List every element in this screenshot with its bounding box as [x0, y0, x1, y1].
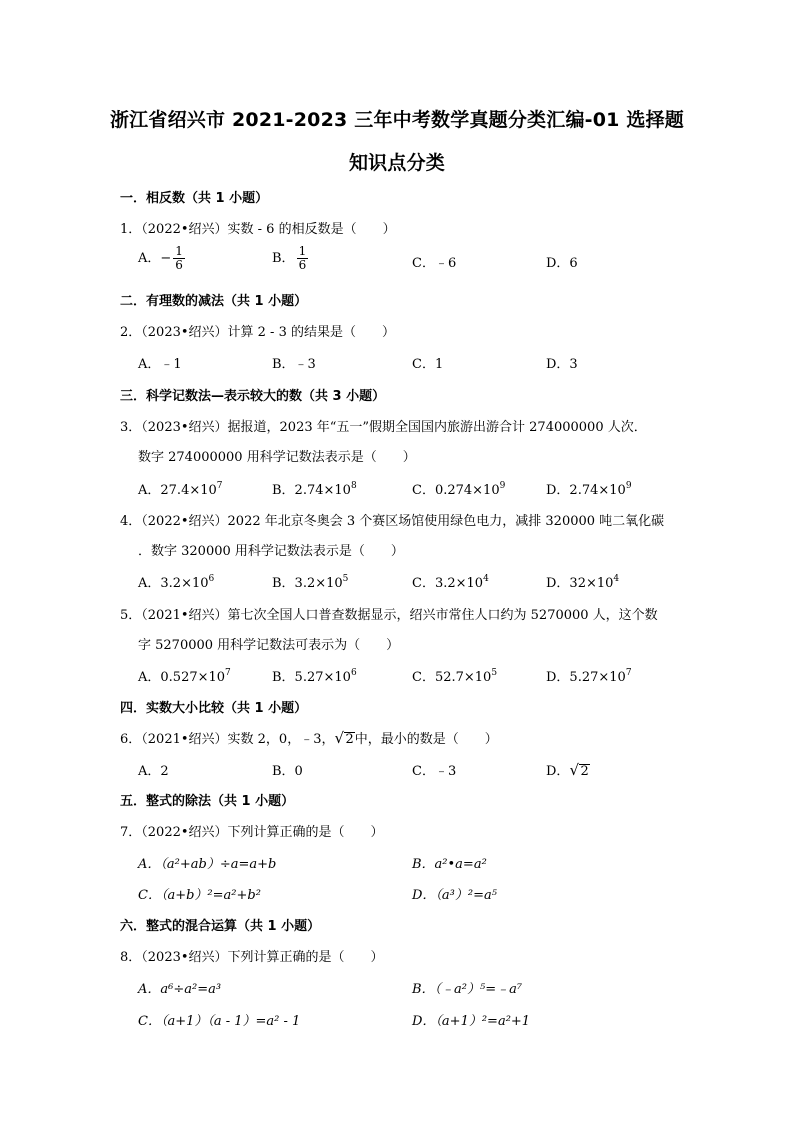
question-3-option-c — [412, 479, 505, 498]
fraction-numerator: 1 — [175, 244, 183, 258]
exponent: 9 — [499, 481, 506, 491]
option-text: B．5.27×10 — [272, 670, 351, 685]
section-heading-opposite-numbers: 一．相反数（共 1 小题） — [120, 191, 269, 206]
section-heading-rational-subtraction: 二．有理数的减法（共 1 小题） — [120, 294, 308, 309]
option-text: B．2.74×10 — [272, 483, 351, 498]
exponent: 7 — [225, 668, 231, 678]
option-text: C．52.7×10 — [412, 670, 492, 685]
question-4-option-b — [272, 572, 348, 591]
square-root: √ 2 — [569, 761, 589, 779]
question-7-stem: 7．（2022•绍兴）下列计算正确的是（ ） — [120, 825, 384, 840]
option-text: D．32×10 — [546, 576, 614, 591]
question-3-option-b — [272, 479, 357, 498]
fraction-numerator: 1 — [298, 244, 307, 258]
option-text: C．3.2×10 — [412, 576, 484, 591]
question-1-option-a — [138, 245, 185, 272]
question-8-option-d: D．（a+1）²=a²+1 — [412, 1014, 531, 1029]
question-6-option-a: A．2 — [138, 764, 169, 779]
exponent: 5 — [491, 668, 498, 678]
question-6-option-b: B．0 — [272, 764, 303, 779]
question-4-option-c — [412, 572, 489, 591]
question-4-stem: 4．（2022•绍兴）2022 年北京冬奥会 3 个赛区场馆使用绿色电力，减排 320000 吨二氧化碳 — [120, 514, 665, 529]
radicand: 2 — [580, 764, 589, 779]
question-2-option-a: A．﹣1 — [138, 357, 182, 372]
document-title-line1: 浙江省绍兴市 2021-2023 三年中考数学真题分类汇编-01 选择题 — [109, 109, 685, 131]
exponent: 9 — [625, 481, 632, 491]
section-heading-scientific-notation: 三．科学记数法—表示较大的数（共 3 小题） — [120, 389, 386, 404]
question-7-option-b: B．a²•a=a² — [412, 857, 487, 872]
option-prefix: A． — [138, 251, 161, 266]
section-heading-real-number-comparison: 四．实数大小比较（共 1 小题） — [120, 701, 308, 716]
exponent: 7 — [625, 668, 632, 678]
question-2-stem: 2．（2023•绍兴）计算 2 - 3 的结果是（ ） — [120, 325, 395, 340]
question-1-stem: 1．（2022•绍兴）实数 - 6 的相反数是（ ） — [120, 222, 396, 237]
question-3-option-a — [138, 479, 223, 498]
question-2-option-c: C．1 — [412, 357, 444, 372]
option-text: A．27.4×10 — [138, 483, 217, 498]
minus-sign: − — [160, 251, 172, 266]
exponent: 5 — [342, 574, 349, 584]
exponent: 6 — [208, 574, 215, 584]
radicand: 2 — [345, 732, 354, 747]
stem-text: 6．（2021•绍兴）实数 2，0，﹣3， — [120, 732, 335, 747]
exponent: 4 — [613, 574, 620, 584]
fraction-denominator: 6 — [298, 258, 307, 272]
section-heading-polynomial-division: 五．整式的除法（共 1 小题） — [120, 794, 295, 809]
exponent: 8 — [350, 481, 357, 491]
question-4-option-d — [546, 572, 619, 591]
option-text: D．2.74×10 — [546, 483, 626, 498]
fraction — [297, 245, 309, 272]
option-prefix: B． — [272, 251, 295, 266]
question-4-stem-continued: ．数字 320000 用科学记数法表示是（ ） — [138, 544, 404, 559]
question-1-option-c: C．﹣6 — [412, 256, 457, 271]
option-text: D．5.27×10 — [546, 670, 626, 685]
option-text: A．0.527×10 — [138, 670, 226, 685]
question-2-option-b: B．﹣3 — [272, 357, 316, 372]
question-8-option-c: C．（a+1）（a - 1）=a² - 1 — [138, 1014, 301, 1029]
document-title-line2: 知识点分类 — [348, 152, 445, 174]
question-6-option-d — [546, 760, 590, 779]
exponent: 6 — [350, 668, 357, 678]
question-8-stem: 8．（2023•绍兴）下列计算正确的是（ ） — [120, 950, 384, 965]
question-5-option-a — [138, 666, 231, 685]
question-3-stem: 3．（2023•绍兴）据报道，2023 年“五一”假期全国国内旅游出游合计 274000000 人次． — [120, 420, 647, 435]
question-3-stem-continued: 数字 274000000 用科学记数法表示是（ ） — [138, 450, 416, 465]
question-6-stem — [120, 728, 498, 747]
question-7-option-c: C．（a+b）²=a²+b² — [138, 888, 261, 903]
question-1-option-d: D．6 — [546, 256, 578, 271]
fraction — [173, 245, 185, 272]
question-5-option-c — [412, 666, 497, 685]
option-text: B．3.2×10 — [272, 576, 343, 591]
question-7-option-a: A．（a²+ab）÷a=a+b — [138, 857, 277, 872]
question-5-stem-continued: 字 5270000 用科学记数法可表示为（ ） — [138, 638, 400, 653]
question-8-option-a: A．a⁶÷a²=a³ — [138, 982, 222, 997]
section-heading-mixed-polynomial-operations: 六．整式的混合运算（共 1 小题） — [120, 919, 321, 934]
question-2-option-d: D．3 — [546, 357, 578, 372]
question-5-option-b — [272, 666, 357, 685]
option-text: A．3.2×10 — [138, 576, 209, 591]
question-3-option-d — [546, 479, 632, 498]
stem-text: 中，最小的数是（ ） — [354, 732, 498, 747]
question-7-option-d: D．（a³）²=a⁵ — [412, 888, 497, 903]
question-8-option-b: B．（﹣a²）⁵=﹣a⁷ — [412, 982, 523, 997]
exponent: 4 — [483, 574, 489, 584]
exponent: 7 — [216, 481, 223, 491]
question-1-option-b — [272, 245, 308, 272]
fraction-denominator: 6 — [175, 258, 183, 272]
option-text: C．0.274×10 — [412, 483, 500, 498]
question-5-stem: 5．（2021•绍兴）第七次全国人口普查数据显示，绍兴市常住人口约为 5270000 人，这个数 — [120, 608, 658, 623]
question-6-option-c: C．﹣3 — [412, 764, 457, 779]
question-5-option-d — [546, 666, 632, 685]
option-prefix: D． — [546, 764, 570, 779]
question-4-option-a — [138, 572, 214, 591]
square-root: √ 2 — [334, 729, 354, 747]
